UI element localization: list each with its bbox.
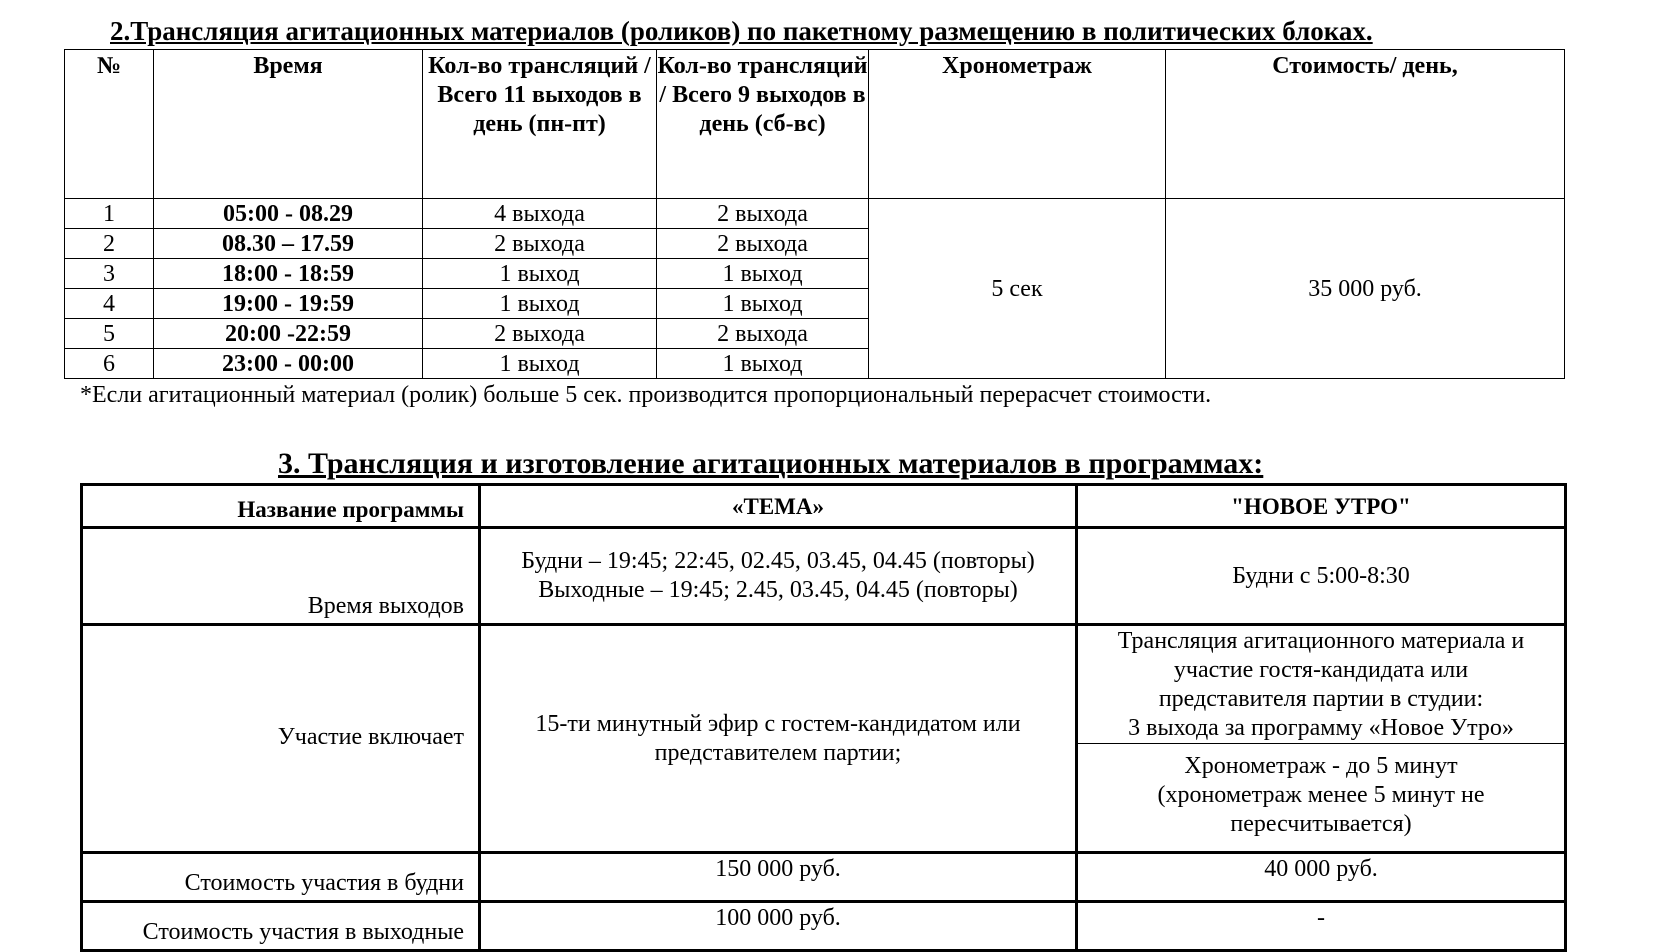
- tema-includes-line2: представителем партии;: [654, 739, 902, 766]
- header-cost: Стоимость/ день,: [1166, 50, 1565, 199]
- row-num: 4: [65, 289, 154, 319]
- program-names-row: [82, 485, 1566, 528]
- tema-weekend-cost: 100 000 руб.: [480, 902, 1077, 951]
- tema-times-line2: Выходные – 19:45; 2.45, 03.45, 04.45 (повторы): [538, 577, 1018, 603]
- label-includes: Участие включает: [82, 625, 480, 853]
- includes-row: [82, 625, 1566, 744]
- row-time: 20:00 -22:59: [154, 319, 423, 349]
- novoe-utro-includes: [1077, 625, 1566, 744]
- programs-table: [80, 483, 1567, 952]
- row-num: 3: [65, 259, 154, 289]
- row-time: 08.30 – 17.59: [154, 229, 423, 259]
- novoe-utro-weekday-cost: 40 000 руб.: [1077, 853, 1566, 902]
- novoe-utro-weekend-cost: -: [1077, 902, 1566, 951]
- label-weekday-cost: Стоимость участия в будни: [82, 853, 480, 902]
- row-weekend: 1 выход: [657, 349, 869, 379]
- tema-weekday-cost: 150 000 руб.: [480, 853, 1077, 902]
- packet-placement-table: [64, 49, 1565, 379]
- weekend-cost-row: [82, 902, 1566, 951]
- label-program: Название программы: [82, 485, 480, 528]
- footnote: *Если агитационный материал (ролик) больше 5 сек. производится пропорциональный перерасчет стоимости.: [80, 382, 1212, 408]
- novoe-utro-includes-line3: представителя партии в студии:: [1158, 686, 1484, 712]
- program-tema: «ТЕМА»: [480, 485, 1077, 528]
- row-num: 5: [65, 319, 154, 349]
- tema-includes: [480, 625, 1077, 853]
- row-num: 2: [65, 229, 154, 259]
- label-times: Время выходов: [82, 528, 480, 625]
- row-weekend: 1 выход: [657, 289, 869, 319]
- program-novoe-utro: "НОВОЕ УТРО": [1077, 485, 1566, 528]
- table-header-row: [65, 50, 1565, 199]
- header-num: №: [65, 50, 154, 199]
- row-weekend: 2 выхода: [657, 229, 869, 259]
- row-time: 05:00 - 08.29: [154, 199, 423, 229]
- row-weekday: 4 выхода: [423, 199, 657, 229]
- novoe-utro-duration-line2: (хронометраж менее 5 минут не: [1157, 782, 1485, 808]
- header-duration: Хронометраж: [869, 50, 1166, 199]
- duration-value: 5 сек: [869, 199, 1166, 379]
- tema-includes-line1: 15-ти минутный эфир с гостем-кандидатом или: [535, 710, 1021, 737]
- row-weekday: 1 выход: [423, 259, 657, 289]
- weekday-cost-row: [82, 853, 1566, 902]
- tema-times: [480, 528, 1077, 625]
- header-weekday-count: Кол-во трансляций / Всего 11 выходов в день (пн-пт): [423, 50, 657, 199]
- row-weekday: 2 выхода: [423, 319, 657, 349]
- row-weekday: 1 выход: [423, 289, 657, 319]
- row-weekday: 1 выход: [423, 349, 657, 379]
- row-num: 6: [65, 349, 154, 379]
- novoe-utro-includes-line4: 3 выхода за программу «Новое Утро»: [1128, 715, 1514, 741]
- times-row: [82, 528, 1566, 625]
- header-weekend-count: Кол-во трансляций / Всего 9 выходов в день (сб-вс): [657, 50, 869, 199]
- section3-heading: 3. Трансляция и изготовление агитационных материалов в программах:: [278, 447, 1264, 480]
- row-weekend: 2 выхода: [657, 199, 869, 229]
- novoe-utro-times: Будни с 5:00-8:30: [1077, 528, 1566, 625]
- row-weekend: 2 выхода: [657, 319, 869, 349]
- novoe-utro-includes-line1: Трансляция агитационного материала и: [1117, 628, 1525, 654]
- section2-heading: 2.Трансляция агитационных материалов (роликов) по пакетному размещению в политических блоках.: [110, 16, 1373, 46]
- tema-times-line1: Будни – 19:45; 22:45, 02.45, 03.45, 04.45 (повторы): [521, 548, 1035, 574]
- novoe-utro-duration-line3: пересчитывается): [1230, 811, 1412, 837]
- row-weekend: 1 выход: [657, 259, 869, 289]
- novoe-utro-duration: [1077, 744, 1566, 853]
- row-time: 18:00 - 18:59: [154, 259, 423, 289]
- label-weekend-cost: Стоимость участия в выходные: [82, 902, 480, 951]
- novoe-utro-duration-line1: Хронометраж - до 5 минут: [1184, 753, 1458, 779]
- header-time: Время: [154, 50, 423, 199]
- row-num: 1: [65, 199, 154, 229]
- cost-value: 35 000 руб.: [1166, 199, 1565, 379]
- row-time: 19:00 - 19:59: [154, 289, 423, 319]
- novoe-utro-includes-line2: участие гостя-кандидата или: [1173, 657, 1469, 683]
- row-weekday: 2 выхода: [423, 229, 657, 259]
- row-time: 23:00 - 00:00: [154, 349, 423, 379]
- table-row: [65, 199, 1565, 229]
